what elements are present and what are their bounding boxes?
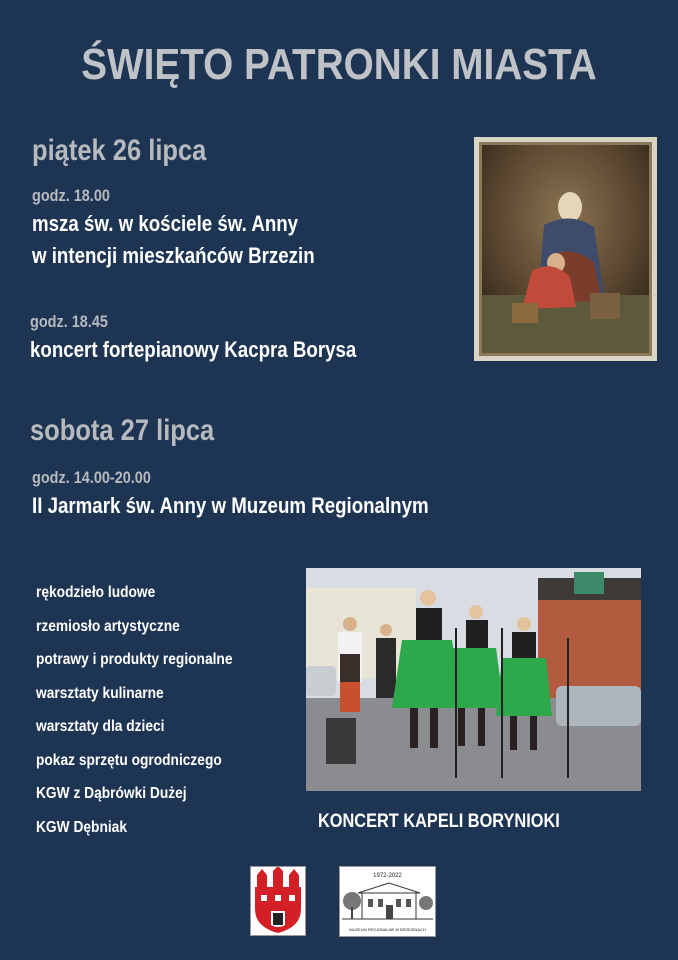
poster-title: ŚWIĘTO PATRONKI MIASTA <box>81 40 597 89</box>
day1-event1-time: godz. 18.00 <box>32 186 110 205</box>
saint-anne-painting <box>474 137 657 361</box>
painting-image <box>482 145 649 353</box>
day1-event1-line2: w intencji mieszkańców Brzezin <box>32 243 315 268</box>
attraction-item: KGW Dębniak <box>36 818 127 836</box>
concert-caption: KONCERT KAPELI BORYNIOKI <box>318 811 560 832</box>
attraction-item: pokaz sprzętu ogrodniczego <box>36 751 222 769</box>
folk-band-image <box>306 568 641 791</box>
day2-event1-time: godz. 14.00-20.00 <box>32 468 151 487</box>
day1-label: piątek 26 lipca <box>32 134 207 167</box>
attractions-list <box>36 584 264 852</box>
day1-event2-time: godz. 18.45 <box>30 312 108 331</box>
attraction-item: warsztaty kulinarne <box>36 684 164 702</box>
attraction-item: potrawy i produkty regionalne <box>36 651 233 668</box>
museum-logo <box>339 866 436 937</box>
day1-event2-line1: koncert fortepianowy Kacpra Borysa <box>30 337 357 362</box>
museum-name: MUZEUM REGIONALNE W BRZEZINACH <box>349 927 426 932</box>
attraction-item: rękodzieło ludowe <box>36 584 156 601</box>
attraction-item: rzemiosło artystyczne <box>36 617 180 635</box>
day1-event1-line1: msza św. w kościele św. Anny <box>32 211 299 236</box>
museum-building-icon <box>340 879 435 929</box>
coat-of-arms-icon <box>251 867 305 935</box>
city-coat-of-arms <box>250 866 306 936</box>
folk-band-photo <box>306 568 641 791</box>
day2-event1-line1: II Jarmark św. Anny w Muzeum Regionalnym <box>32 493 429 518</box>
attraction-item: warsztaty dla dzieci <box>36 718 165 735</box>
museum-years: 1972-2022 <box>373 873 402 879</box>
attraction-item: KGW z Dąbrówki Dużej <box>36 785 187 802</box>
day2-label: sobota 27 lipca <box>30 414 215 447</box>
